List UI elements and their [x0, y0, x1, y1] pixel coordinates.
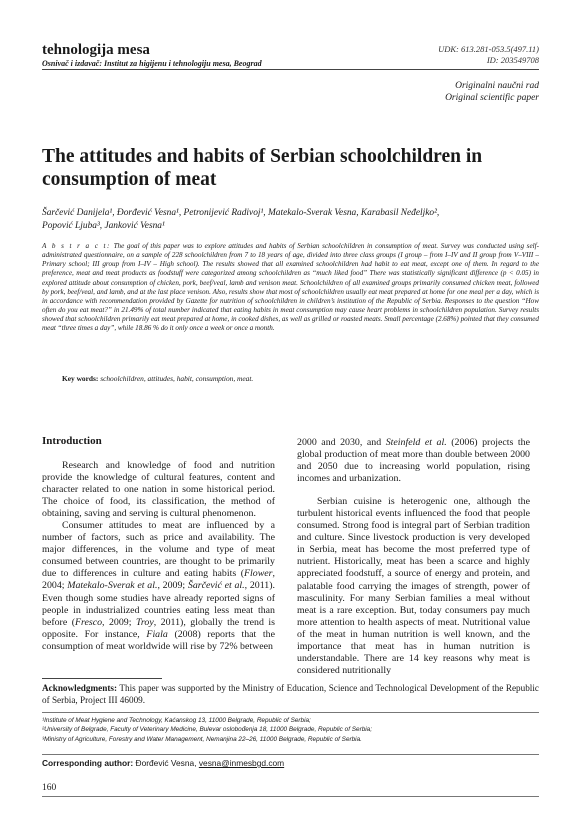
intro-paragraph-2 [42, 520, 275, 653]
introduction-heading: Introduction [42, 435, 102, 447]
header-divider [42, 69, 539, 70]
text-run: (2006) projects the global production of meat more than double between 2000 and 2050 due to increasing world population, rising incomes and urbanization. [297, 437, 530, 485]
keywords [62, 374, 539, 384]
authors-line-1: Šarčević Danijela¹, Đorđević Vesna¹, Petronijević Radivoj¹, Matekalo-Sverak Vesna, Karabasil Neđeljko², [42, 208, 440, 218]
acknowledgments-label: Acknowledgments: [42, 683, 118, 693]
abstract-text: The goal of this paper was to explore attitudes and habits of Serbian schoolchildren in consumption of meat. Survey was conducted using self-administrated questionnaire, on a sample of 228 schoolchildren from 7 to 18 years of age, divided into three class groups (I group – from I–IV and II group from V–VIII – Primary school; III group from I–IV – High school). The results showed that all examined schoolchildren had habit to eat meat, except one of them. In regard to the preference, meat and meat products as foodstuff were categorized among schoolchildren as “much liked food” There was statistically significant difference (p < 0.05) in explored attitude about consumption of chicken, pork, beef/veal, lamb and venison meat. Schoolchildren of all examined groups primarily consumed chicken meat, followed by pork, beef/veal, and lamb, and at the last place venison. Also, results show that most of schoolchildren usually eat meat prepared at home for one meal per a day, which is in accordance with recommendation provided by Gazette for nutrition of schoolchildren in children’s institution of the Republic of Serbia. Responses to the question “How often do you eat meat?” in 21.49% of total number indicated that eating habits in meat consumption may cause heart problems in schoolchildren population. Survey results showed that schoolchildren primarily eat meat prepared at home, in cooked dishes, as well as grilled or roasted meats. Small percentage (2.68%) pointed that they consumed meat “three times a day”, while 18.86 % do it only once a week or once a month. [42, 242, 539, 333]
corresponding-label: Corresponding author: [42, 758, 134, 768]
keywords-label: Key words: [62, 374, 99, 383]
citation-steinfeld: Steinfeld et al. [385, 437, 447, 448]
paper-title: The attitudes and habits of Serbian schoolchildren in consumption of meat [42, 146, 483, 190]
journal-name: tehnologija mesa [42, 42, 150, 58]
authors-line-2: Popović Ljuba³, Janković Vesna¹ [42, 220, 165, 231]
citation-flower: Flower [244, 568, 273, 580]
corresponding-name: Đorđević Vesna, [135, 758, 197, 768]
citation-sarcevic: Šarčević et al. [187, 580, 245, 592]
text-run: (2008) reports that the consumption of meat worldwide will rise by 72% between [42, 628, 275, 652]
abstract-label: A b s t r a c t: [42, 242, 111, 250]
text-run: Consumer attitudes to meat are influenced by a number of factors, such as price and availability. The major differences, in the volume and type of meat consumed between countries, are thought to be primarily due to differences in culture and eating habits ( [42, 520, 275, 580]
right-column [297, 437, 530, 677]
citation-troy: Troy [135, 616, 154, 628]
text-run: , 2009; [102, 616, 136, 628]
author-list [42, 207, 542, 232]
text-run: , 2011). Even though some studies have already reported signs of people in industrialized countries eating less meat than before ( [42, 580, 275, 628]
citation-fiala: Fiala [146, 628, 168, 640]
keywords-text: schoolchildren, attitudes, habit, consumption, meat. [100, 374, 254, 383]
citation-matekalo: Matekalo-Sverak et al. [67, 580, 158, 592]
journal-header [42, 42, 372, 69]
text-run: , 2011), globally the trend is opposite. For instance, [42, 616, 275, 640]
affiliations-divider [42, 712, 539, 713]
article-ids [438, 44, 539, 65]
publisher-line: Osnivač i izdavač: Institut za higijenu i tehnologiju mesa, Beograd [42, 59, 262, 68]
paper-type [445, 80, 539, 104]
udk-code: UDK: 613.281-053.5(497.11) [438, 44, 539, 54]
affiliation-3: ³Ministry of Agriculture, Forestry and Water Management, Nemanjina 22–26, 11000 Belgrade, Republic of Serbia. [42, 735, 362, 743]
text-run: 2000 and 2030, and [297, 437, 386, 448]
page-number: 160 [42, 783, 57, 793]
corresponding-email-link[interactable]: vesna@inmesbgd.com [198, 758, 285, 768]
paper-type-english: Original scientific paper [445, 93, 539, 103]
text-run: , 2004; [42, 568, 275, 592]
acknowledgments [42, 683, 539, 706]
affiliation-1: ¹Institute of Meat Hygiene and Technology, Kaćanskog 13, 11000 Belgrade, Republic of Serbia; [42, 717, 311, 724]
left-column [42, 435, 275, 653]
abstract [42, 242, 539, 334]
intro-paragraph-1: Research and knowledge of food and nutrition provide the knowledge of cultural features, content and character related to one nation in some historical period. The choice of food, its classification, the method of obtaining, saving and serving is cultural phenomenon. [42, 460, 275, 520]
intro-paragraph-2-continued [297, 437, 530, 485]
acknowledgments-text: This paper was supported by the Ministry of Education, Science and Technological Development of the Republic of Serbia, Project III 46009. [42, 683, 539, 705]
corresponding-author [42, 758, 284, 769]
affiliations [42, 716, 542, 744]
footer-divider [42, 796, 539, 797]
citation-fresco: Fresco [74, 616, 103, 628]
acknowledgments-divider [42, 678, 162, 679]
intro-paragraph-3: Serbian cuisine is heterogenic one, although the turbulent historical events influenced the food that people consumed. Strong food is integral part of Serbian tradition and culture. Since livestock production is very developed in Serbia, meat has become the most preferred type of nutrient. Historically, meat has been a scarce and highly appreciated foodstuff, a source of energy and protein, and palatable food carrying the images of strength, power of masculinity. For many Serbian families a meal without meat is a rare exception. But, today consumers pay much more attention to health aspects of meat. Nutritional value of the meat in human nutrition is well known, and the importance that meat has in human nutrition is understandable. There are 14 key reasons why meat is considered nutritionally [297, 496, 530, 676]
affiliation-2: ²University of Belgrade, Faculty of Veterinary Medicine, Bulevar oslobođenja 18, 11000 Belgrade, Republic of Serbia; [42, 726, 373, 734]
article-id: ID: 203549708 [486, 54, 539, 65]
text-run: , 2009; [157, 580, 188, 592]
paper-type-serbian: Originalni naučni rad [455, 81, 539, 91]
corresponding-divider [42, 754, 539, 755]
